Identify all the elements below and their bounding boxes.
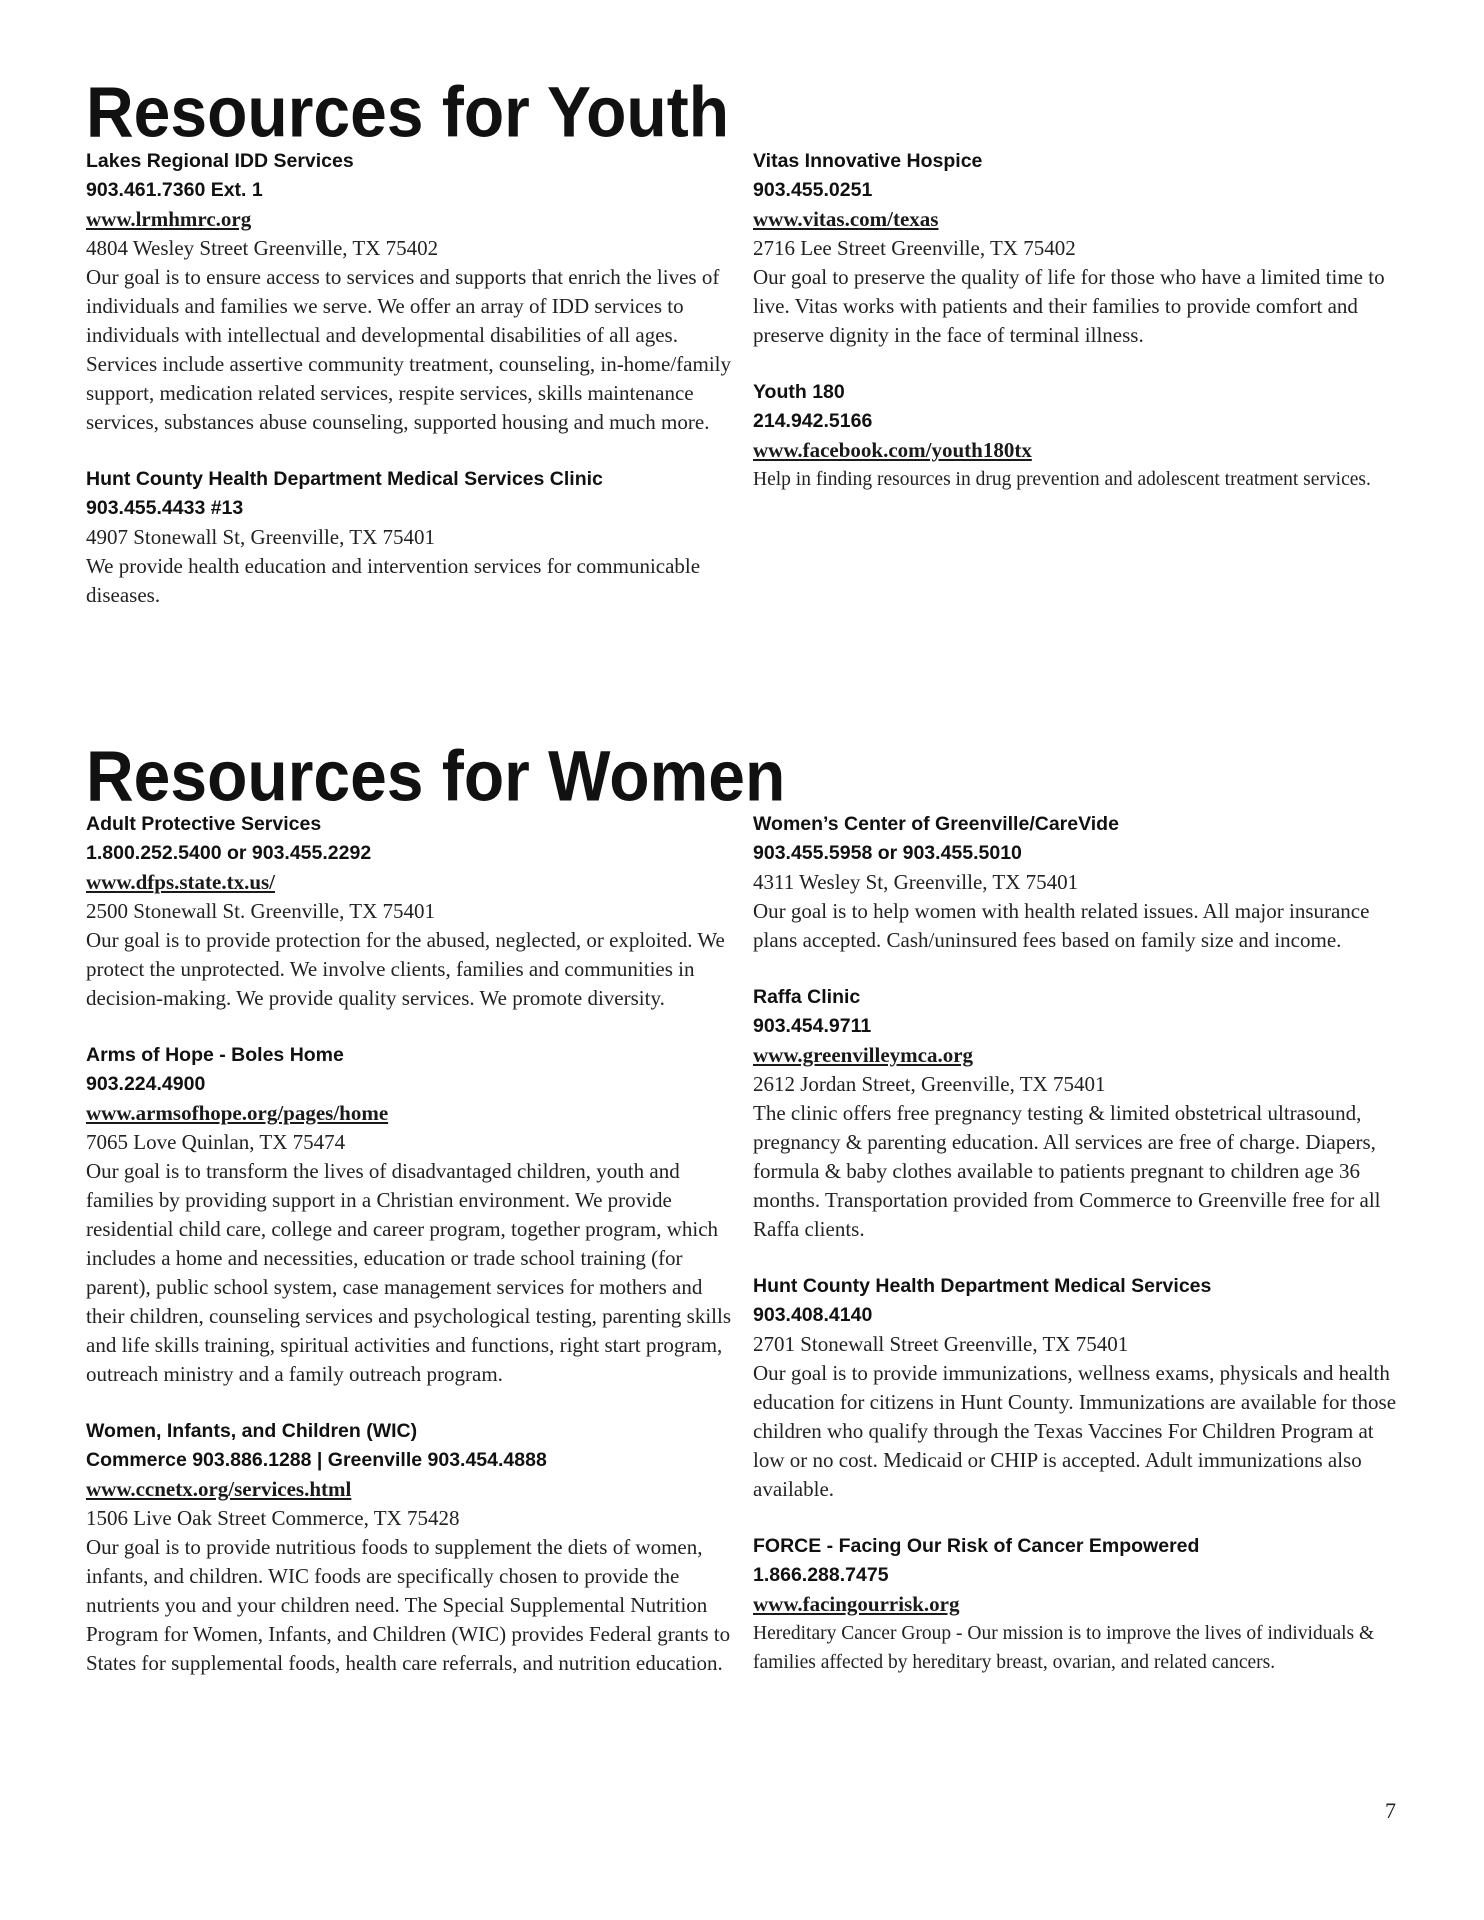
org-name: Youth 180 [753,381,845,403]
resource-entry [86,810,731,1013]
resource-entry [753,983,1398,1244]
description: Help in finding resources in drug prevention and adolescent treatment services. [753,469,1371,490]
website-link[interactable]: www.facebook.com/youth180tx [753,438,1032,462]
address: 4804 Wesley Street Greenville, TX 75402 [86,236,439,260]
phone-number: 903.408.4140 [753,1304,873,1326]
phone-number: 1.866.288.7475 [753,1564,889,1586]
women-left-column [86,810,731,1706]
org-name: Raffa Clinic [753,986,861,1008]
description: Hereditary Cancer Group - Our mission is to improve the lives of individuals & families affected by hereditary breast, ovarian, and related cancers. [753,1623,1375,1673]
resource-entry [753,378,1398,494]
website-link[interactable]: www.ccnetx.org/services.html [86,1477,352,1501]
website-link[interactable]: www.lrmhmrc.org [86,207,252,231]
phone-number: 903.455.0251 [753,179,873,201]
phone-number: 903.455.4433 #13 [86,497,244,519]
resource-entry [753,810,1398,955]
org-name: Arms of Hope - Boles Home [86,1044,344,1066]
youth-section-title: Resources for Youth [86,71,730,152]
phone-number: 903.224.4900 [86,1073,206,1095]
website-link[interactable]: www.vitas.com/texas [753,207,939,231]
org-name: FORCE - Facing Our Risk of Cancer Empowered [753,1535,1200,1557]
org-name: Hunt County Health Department Medical Services Clinic [86,468,603,490]
org-name: Women’s Center of Greenville/CareVide [753,813,1119,835]
phone-number: 214.942.5166 [753,410,873,432]
phone-number: 903.455.5958 or 903.455.5010 [753,842,1022,864]
youth-right-column [753,147,1398,522]
resource-entry [753,1532,1398,1677]
description: Our goal to preserve the quality of life for those who have a limited time to live. Vitas works with patients and their families to provide comfort and preserve dignity in the face of terminal illness. [753,265,1385,347]
resource-entry [753,147,1398,350]
phone-number: 903.461.7360 Ext. 1 [86,179,263,201]
description: Our goal is to help women with health related issues. All major insurance plans accepted. Cash/uninsured fees based on family size and income. [753,899,1370,952]
description: Our goal is to ensure access to services and supports that enrich the lives of individuals and families we serve. We offer an array of IDD services to individuals with intellectual and developmental disabilities of all ages. Services include assertive community treatment, counseling, in-home/family support, medication related services, respite services, skills maintenance services, substances abuse counseling, supported housing and much more. [86,265,731,434]
resource-entry [753,1272,1398,1504]
resource-entry [86,147,731,437]
page-number: 7 [1385,1798,1396,1823]
address: 4311 Wesley St, Greenville, TX 75401 [753,870,1079,894]
org-name: Vitas Innovative Hospice [753,150,983,172]
resource-entry [86,465,731,610]
description: The clinic offers free pregnancy testing & limited obstetrical ultrasound, pregnancy & parenting education. All services are free of charge. Diapers, formula & baby clothes available to patients pregnant to children age 36 months. Transportation provided from Commerce to Greenville free for all Raffa clients. [753,1101,1381,1241]
description: Our goal is to transform the lives of disadvantaged children, youth and families by providing support in a Christian environment. We provide residential child care, college and career program, together program, which includes a home and necessities, education or trade school training (for parent), public school system, case management services for mothers and their children, counseling services and psychological testing, parenting skills and life skills training, spiritual activities and functions, right start program, outreach ministry and a family outreach program. [86,1159,732,1386]
description: Our goal is to provide immunizations, wellness exams, physicals and health education for citizens in Hunt County. Immunizations are available for those children who qualify through the Texas Vaccines For Children Program at low or no cost. Medicaid or CHIP is accepted. Adult immunizations also available. [753,1361,1397,1501]
description: Our goal is to provide protection for the abused, neglected, or exploited. We protect the unprotected. We involve clients, families and communities in decision-making. We provide quality services. We promote diversity. [86,928,725,1010]
phone-number: 903.454.9711 [753,1015,872,1037]
org-name: Women, Infants, and Children (WIC) [86,1420,418,1442]
website-link[interactable]: www.dfps.state.tx.us/ [86,870,276,894]
website-link[interactable]: www.greenvilleymca.org [753,1043,974,1067]
website-link[interactable]: www.facingourrisk.org [753,1592,960,1616]
address: 2612 Jordan Street, Greenville, TX 75401 [753,1072,1106,1096]
women-right-column [753,810,1398,1705]
phone-number: Commerce 903.886.1288 | Greenville 903.454.4888 [86,1449,547,1471]
address: 2701 Stonewall Street Greenville, TX 75401 [753,1332,1129,1356]
women-section-title: Resources for Women [86,735,786,816]
address: 2716 Lee Street Greenville, TX 75402 [753,236,1076,260]
address: 1506 Live Oak Street Commerce, TX 75428 [86,1506,460,1530]
address: 4907 Stonewall St, Greenville, TX 75401 [86,525,435,549]
org-name: Lakes Regional IDD Services [86,150,354,172]
website-link[interactable]: www.armsofhope.org/pages/home [86,1101,389,1125]
org-name: Hunt County Health Department Medical Services [753,1275,1212,1297]
resource-entry [86,1417,731,1678]
youth-left-column [86,147,731,638]
resource-entry [86,1041,731,1389]
org-name: Adult Protective Services [86,813,322,835]
phone-number: 1.800.252.5400 or 903.455.2292 [86,842,372,864]
description: Our goal is to provide nutritious foods to supplement the diets of women, infants, and children. WIC foods are specifically chosen to provide the nutrients you and your children need. The Special Supplemental Nutrition Program for Women, Infants, and Children (WIC) provides Federal grants to States for supplemental foods, health care referrals, and nutrition education. [86,1535,731,1675]
address: 2500 Stonewall St. Greenville, TX 75401 [86,899,435,923]
description: We provide health education and intervention services for communicable diseases. [86,554,701,607]
address: 7065 Love Quinlan, TX 75474 [86,1130,346,1154]
